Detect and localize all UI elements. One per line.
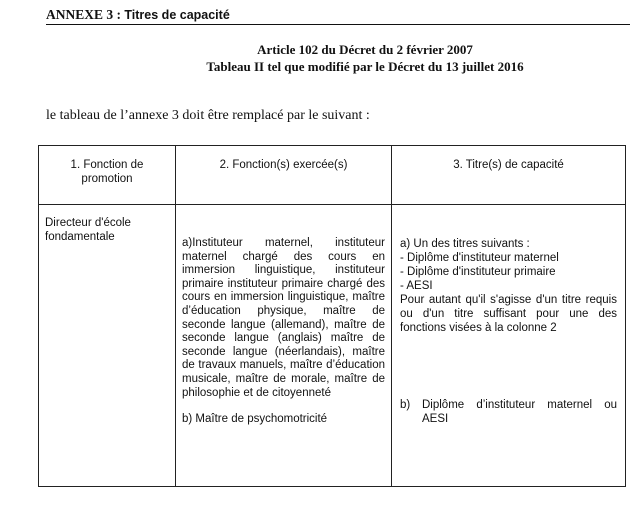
annexe-title: Titres de capacité xyxy=(124,8,230,22)
titre-b-text: Diplôme d’instituteur maternel ou AESI xyxy=(422,399,617,425)
table-header-row xyxy=(39,146,626,205)
capacity-table xyxy=(38,145,626,487)
cell-fonction-promotion xyxy=(39,205,176,487)
header-titres-capacite: 3. Titre(s) de capacité xyxy=(392,146,626,205)
annexe-label: ANNEXE 3 : xyxy=(46,7,125,22)
titre-line: - AESI xyxy=(400,280,433,292)
table-row xyxy=(39,205,626,487)
annexe-heading xyxy=(46,7,630,25)
article-line: Article 102 du Décret du 2 février 2007 xyxy=(257,42,473,57)
titre-b xyxy=(400,398,617,426)
fonctions-exercees-a: a)Instituteur maternel, instituteur maternel chargé des cours en immersion linguistique, instituteur primaire instituteur primaire chargé des cours en immersion linguistique, maître d’éducation physique, maître de seconde langue (allemand), maître de seconde langue (anglais) maître de seconde langue (néerlandais), maître de travaux manuels, maître d’éducation musicale, maître de morale, maître de philosophie et de citoyenneté xyxy=(182,237,385,399)
header-fonctions-exercees: 2. Fonction(s) exercée(s) xyxy=(176,146,392,205)
intro-text: le tableau de l’annexe 3 doit être remplacé par le suivant : xyxy=(46,108,370,123)
cell-fonctions-exercees xyxy=(176,205,392,487)
titre-line: - Diplôme d'instituteur primaire xyxy=(400,266,556,278)
table-reference-line: Tableau II tel que modifié par le Décret du 13 juillet 2016 xyxy=(206,59,524,74)
titre-line: a) Un des titres suivants : xyxy=(400,238,530,250)
cell-titres-capacite xyxy=(392,205,626,487)
titre-b-letter: b) xyxy=(400,399,411,411)
fonctions-exercees-b: b) Maître de psychomotricité xyxy=(182,413,328,426)
titre-condition: Pour autant qu'il s'agisse d'un titre requis ou d'un titre suffisant pour une des fonctions visées à la colonne 2 xyxy=(400,294,617,334)
header-fonction-promotion: 1. Fonction de promotion xyxy=(39,146,176,205)
titre-line: - Diplôme d'instituteur maternel xyxy=(400,252,559,264)
fonction-promotion-text: Directeur d'école fondamentale xyxy=(45,217,131,243)
article-reference xyxy=(0,41,630,75)
